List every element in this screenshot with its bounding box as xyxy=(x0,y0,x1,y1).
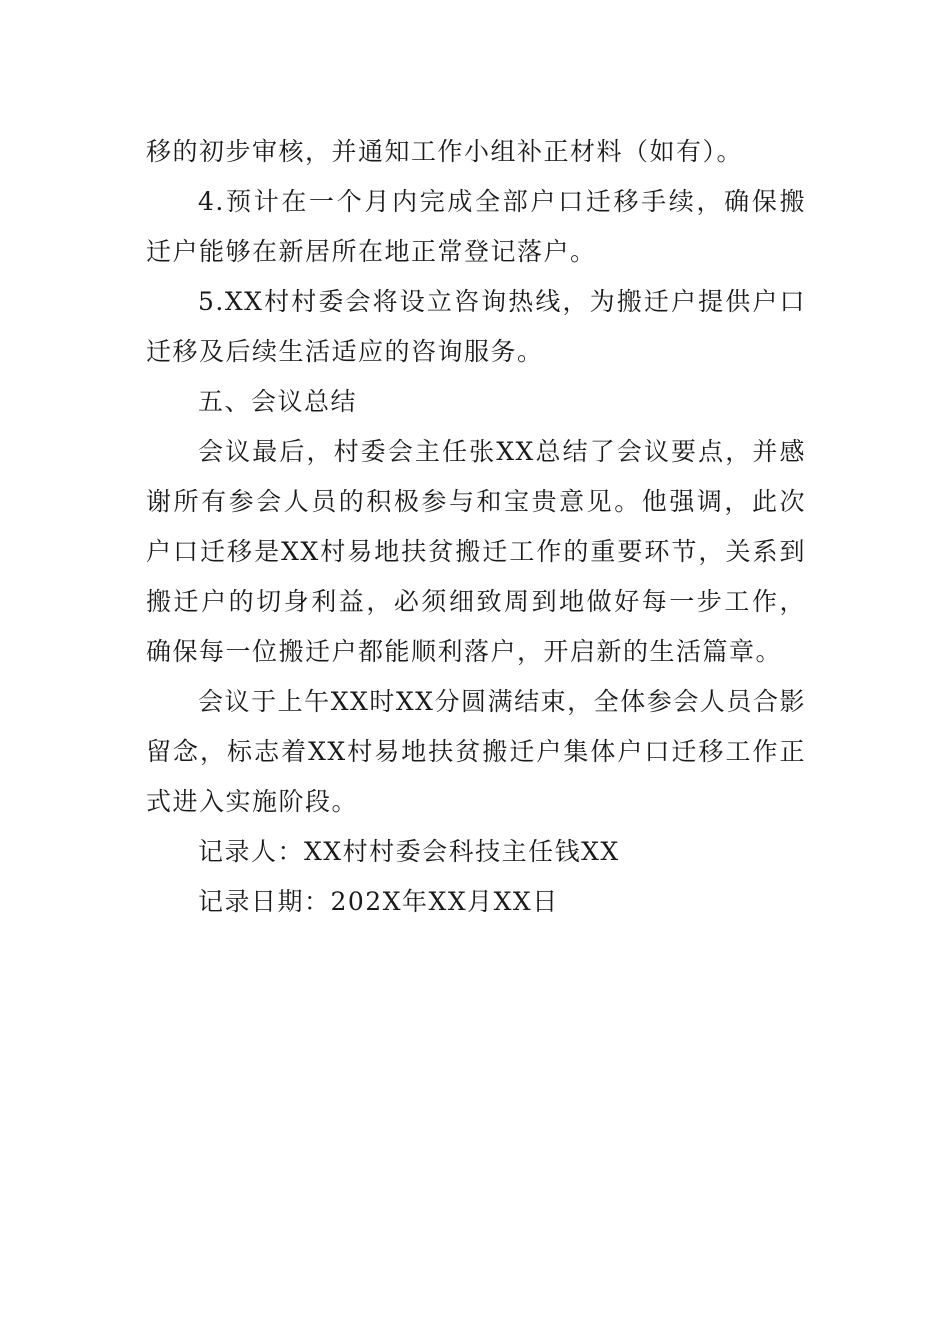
recorder-line: 记录人：XX村村委会科技主任钱XX xyxy=(198,837,620,866)
paragraph-item-4: 4.预计在一个月内完成全部户口迁移手续，确保搬迁户能够在新居所在地正常登记落户。 xyxy=(146,187,806,266)
document-body xyxy=(146,127,806,927)
paragraph-item-5: 5.XX村村委会将设立咨询热线，为搬迁户提供户口迁移及后续生活适应的咨询服务。 xyxy=(146,287,806,366)
paragraph-closing: 会议于上午XX时XX分圆满结束，全体参会人员合影留念，标志着XX村易地扶贫搬迁户集体户口迁移工作正式进入实施阶段。 xyxy=(146,687,806,816)
record-date-line: 记录日期：202X年XX月XX日 xyxy=(198,887,559,916)
paragraph-continuation: 移的初步审核，并通知工作小组补正材料（如有）。 xyxy=(146,137,744,166)
section-heading-summary: 五、会议总结 xyxy=(198,387,358,416)
paragraph-summary: 会议最后，村委会主任张XX总结了会议要点，并感谢所有参会人员的积极参与和宝贵意见。他强调，此次户口迁移是XX村易地扶贫搬迁工作的重要环节，关系到搬迁户的切身利益，必须细致周到地做好每一步工作，确保每一位搬迁户都能顺利落户，开启新的生活篇章。 xyxy=(146,437,806,666)
